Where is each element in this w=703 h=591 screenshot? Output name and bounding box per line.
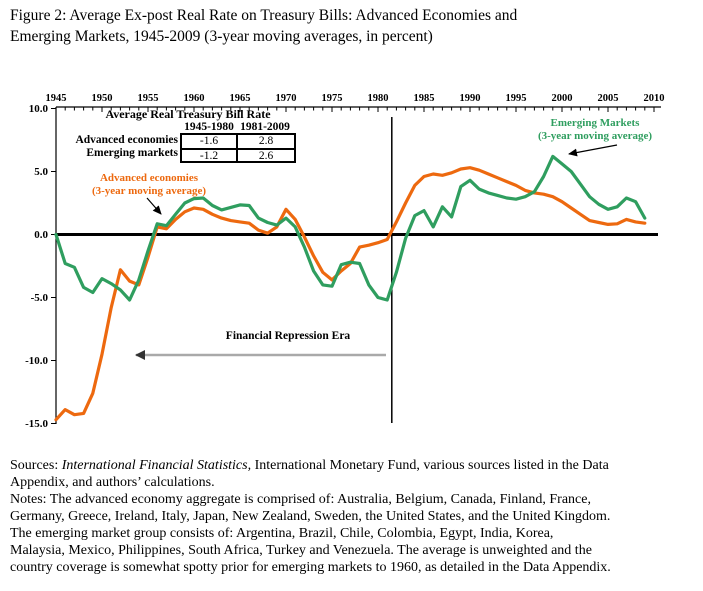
- notes-line: Notes: The advanced economy aggregate is comprised of: Australia, Belgium, Canada, Finland, France,: [10, 492, 591, 507]
- y-tick-label: 0.0: [34, 229, 48, 241]
- cell-advanced-1945-1980: -1.6: [182, 135, 238, 150]
- advanced-label-arrow: [147, 198, 161, 214]
- y-tick-label: -15.0: [25, 418, 48, 430]
- notes-line: The emerging market group consists of: Argentina, Brazil, Chile, Colombia, Egypt, India, Korea,: [10, 526, 554, 541]
- sources-rest: International Monetary Fund, various sources listed in the Data: [251, 458, 609, 473]
- row-label-emerging-markets: Emerging markets: [86, 147, 178, 159]
- notes-line: Appendix, and authors’ calculations.: [10, 475, 215, 490]
- sources-prefix: Sources:: [10, 458, 62, 473]
- title-line-2: Emerging Markets, 1945-2009 (3-year moving averages, in percent): [10, 27, 433, 45]
- col-header-1945-1980: 1945-1980: [184, 121, 234, 133]
- x-tick-label: 2005: [597, 93, 619, 104]
- notes-line: country coverage is somewhat spotty prior for emerging markets to 1960, as detailed in the Data Appendix.: [10, 560, 611, 575]
- y-tick-label: -10.0: [25, 355, 48, 367]
- stats-table-title: Average Real Treasury Bill Rate: [105, 107, 271, 121]
- notes-line: Malaysia, Mexico, Philippines, South Africa, Turkey and Venezuela. The average is unweighted and the: [10, 543, 592, 558]
- title-line-1: Figure 2: Average Ex-post Real Rate on Treasury Bills: Advanced Economies and: [10, 7, 518, 24]
- x-tick-label: 1985: [413, 93, 435, 104]
- x-tick-label: 1995: [505, 93, 527, 104]
- sources-line: [10, 457, 700, 474]
- advanced-label-line-2: (3-year moving average): [91, 184, 207, 197]
- row-label-advanced-economies: Advanced economies: [75, 134, 178, 146]
- x-tick-label: 2010: [643, 93, 665, 104]
- advanced-economies-line: [56, 168, 645, 420]
- x-tick-label: 1965: [229, 93, 251, 104]
- col-header-1981-2009: 1981-2009: [240, 121, 290, 133]
- financial-repression-era-label: Financial Repression Era: [225, 330, 351, 342]
- emerging-label-line-1: Emerging Markets: [550, 117, 640, 129]
- y-tick-label: -5.0: [30, 292, 48, 304]
- emerging-markets-label: [520, 117, 670, 142]
- notes-block: [10, 457, 700, 576]
- x-tick-label: 1970: [275, 93, 297, 104]
- x-tick-label: 1950: [91, 93, 113, 104]
- cell-emerging-1945-1980: -1.2: [182, 150, 238, 163]
- sources-italic: International Financial Statistics,: [61, 458, 252, 473]
- notes-line: Germany, Greece, Ireland, Italy, Japan, New Zealand, Sweden, the United States, and the United Kingdom.: [10, 509, 611, 524]
- x-tick-label: 2000: [551, 93, 573, 104]
- stats-table-values: [180, 133, 296, 163]
- x-tick-label: 1990: [459, 93, 481, 104]
- x-tick-label: 1975: [321, 93, 343, 104]
- y-tick-label: 5.0: [34, 166, 48, 178]
- x-tick-label: 1980: [367, 93, 389, 104]
- cell-advanced-1981-2009: 2.8: [238, 135, 294, 150]
- x-tick-label: 1955: [137, 93, 159, 104]
- emerging-label-line-2: (3-year moving average): [537, 129, 653, 142]
- x-tick-label: 1945: [45, 93, 67, 104]
- advanced-label-line-1: Advanced economies: [99, 172, 199, 184]
- emerging-label-arrow: [569, 145, 617, 154]
- advanced-economies-label: [74, 172, 224, 197]
- cell-emerging-1981-2009: 2.6: [258, 150, 274, 162]
- x-tick-label: 1960: [183, 93, 205, 104]
- y-tick-label: 10.0: [28, 103, 48, 115]
